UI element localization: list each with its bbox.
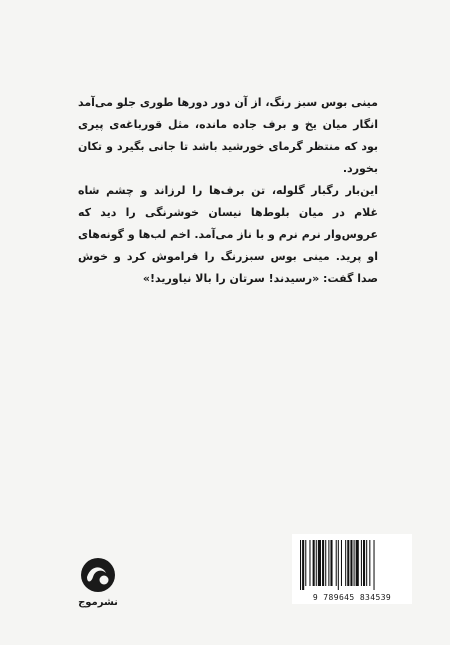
barcode-bar [305,540,306,586]
barcode-bar [361,540,362,586]
publisher-mark [62,555,134,608]
barcode-bar [322,540,324,586]
barcode-bar [336,540,337,586]
barcode-bar [354,540,355,586]
barcode-bar [347,540,349,586]
blurb-paragraph-2: این‌بار رگبار گلوله، تن برف‌ها را لرزاند و چشم شاه غلام در میان بلوط‌ها نیسان خوشرنگی را دید که عروس‌وار نرم نرم و با ناز می‌آمد. اخم لب‌ها و گونه‌های او پرید. مینی بوس سبزرنگ را فراموش کرد و خوش صدا گفت: «رسیدند! سرتان را بالا نیاورید!» [78,184,378,285]
barcode-bar [369,540,370,586]
barcode-bar [302,540,304,590]
barcode-bar [313,540,315,586]
blurb-paragraph-1: مینی بوس سبز رنگ، از آن دور دورها طوری جلو می‌آمد انگار میان یخ و برف جاده مانده، مثل قورباغه‌ی پیری بود که منتظر گرمای خورشید باشد تا جانی بگیرد و تکان بخورد. [78,96,378,175]
barcode-bar [366,540,367,586]
barcode-bar [325,540,326,586]
barcode-bar [316,540,317,586]
barcode-bar [338,540,339,590]
barcode-bar [345,540,346,586]
publisher-name: نشرموج [78,597,118,608]
barcode-bar [309,540,310,586]
barcode-bar [341,540,342,586]
barcode-bar [330,540,332,586]
isbn-number: 9 789645 834539 [312,593,392,602]
wave-circle-logo-icon [78,555,118,595]
barcode-bar [356,540,359,586]
barcode-bar [300,540,301,590]
barcode-bar [363,540,365,586]
barcode-bars [292,534,412,592]
isbn-barcode [292,534,412,604]
barcode-bar [350,540,352,586]
barcode-bar [328,540,329,586]
barcode-bar [318,540,321,586]
blurb-text [78,92,378,290]
barcode-bar [374,540,375,590]
